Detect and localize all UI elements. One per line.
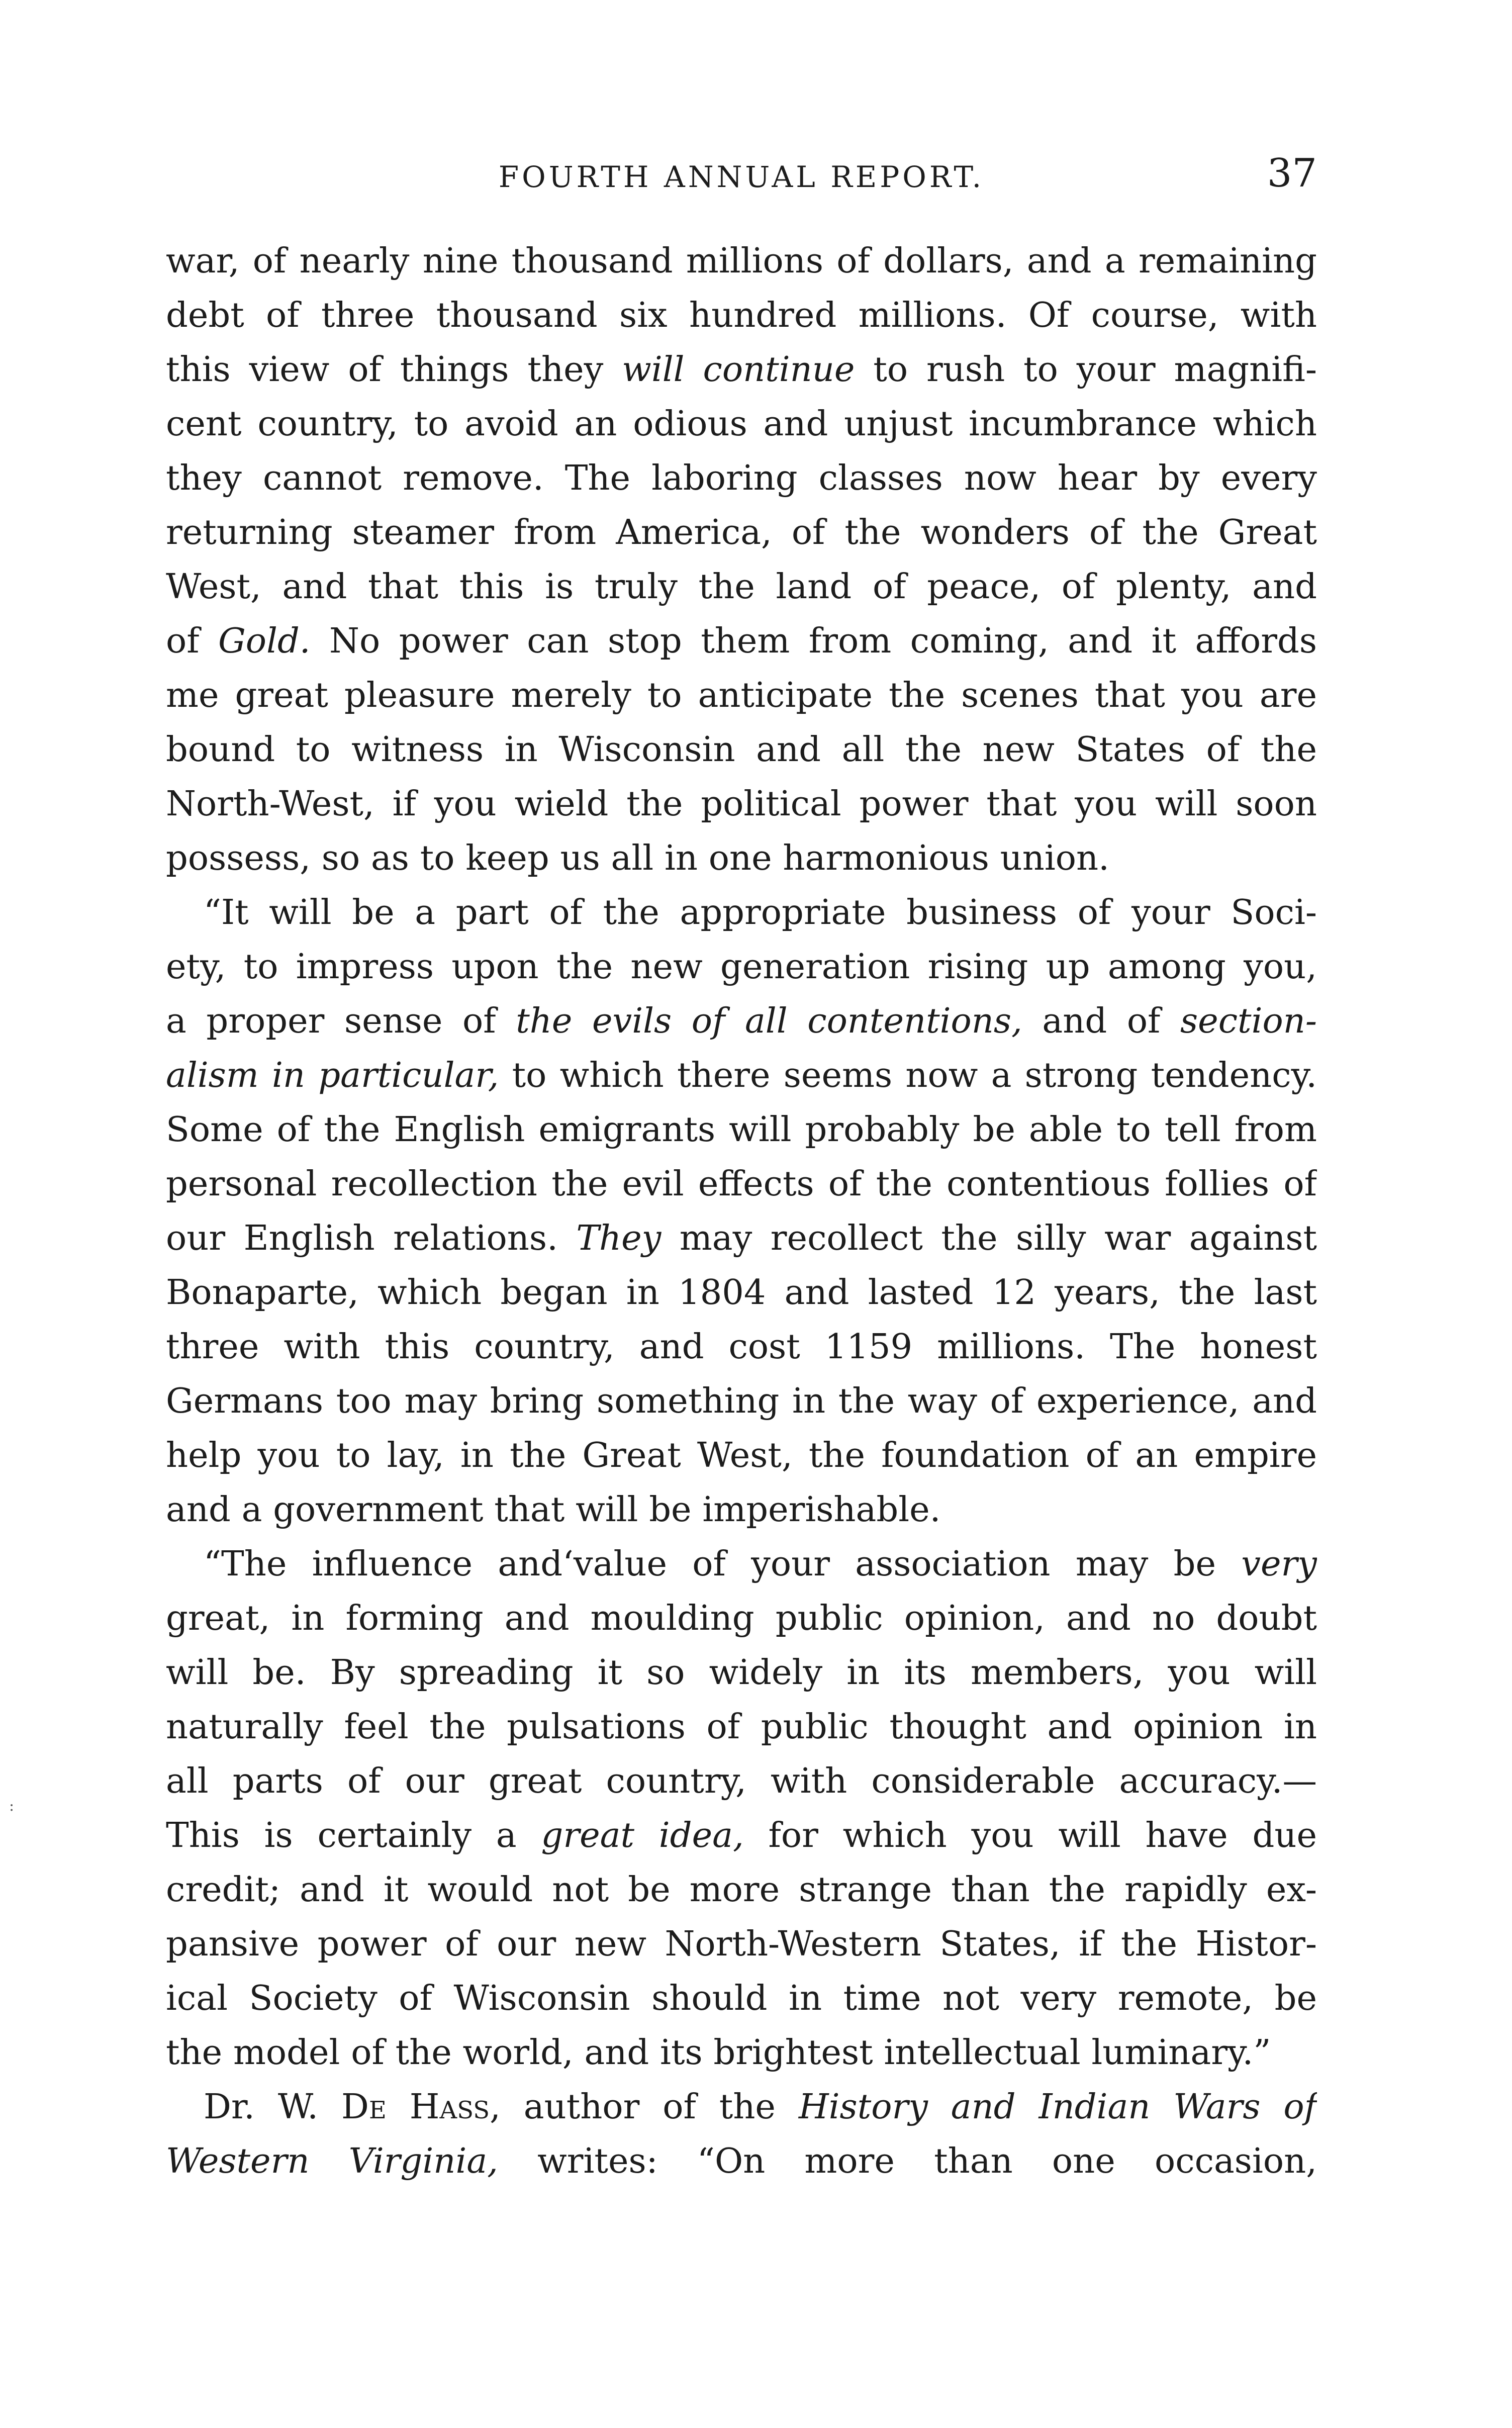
text-segment: great, in forming and moulding public opinion, and no doubt [166,1598,1317,1638]
italic-text: alism in particular, [166,1055,499,1095]
body-text [166,234,1317,2188]
text-segment: our English relations. [166,1218,577,1258]
italic-text: They [576,1218,662,1258]
text-segment: West, and that this is truly the land of peace, of plenty, and [166,567,1317,607]
text-line [166,1754,1317,1808]
text-line [166,1211,1317,1265]
text-segment: , author of the [490,2087,799,2127]
text-line [166,1482,1317,1537]
text-line [166,1862,1317,1917]
text-segment: for which you will have due [743,1815,1317,1855]
text-segment: ical Society of Wisconsin should in time not very remote, be [166,1978,1317,2018]
text-segment: and of [1022,1001,1180,1041]
text-segment: returning steamer from America, of the wonders of the Great [166,512,1317,552]
running-title: FOURTH ANNUAL REPORT. [498,160,985,194]
text-line [166,288,1317,342]
text-segment: debt of three thousand six hundred millions. Of course, with [166,295,1317,335]
text-line [166,668,1317,722]
text-segment: cent country, to avoid an odious and unjust incumbrance which [166,404,1317,444]
text-segment: credit; and it would not be more strange than the rapidly ex- [166,1870,1317,1910]
text-line [166,722,1317,777]
text-line [166,342,1317,397]
text-segment: war, of nearly nine thousand millions of dollars, and a remaining [166,241,1317,281]
text-segment: naturally feel the pulsations of public thought and opinion in [166,1707,1317,1747]
text-segment: This is certainly a [166,1815,541,1855]
text-segment: Germans too may bring something in the way of experience, and [166,1381,1317,1421]
text-line [166,1808,1317,1862]
text-line [166,1265,1317,1320]
text-segment: Dr. W. [204,2087,341,2127]
text-line [166,1428,1317,1482]
text-segment: the model of the world, and its brightest intellectual luminary.” [166,2032,1271,2073]
text-segment: all parts of our great country, with considerable accuracy.— [166,1761,1317,1801]
text-line [166,1048,1317,1102]
text-line [166,397,1317,451]
text-line [166,234,1317,288]
text-line [166,1645,1317,1700]
small-caps-text: De Hass [341,2087,490,2127]
text-segment: to which there seems now a strong tendency. [499,1055,1317,1095]
text-line [166,1537,1317,1591]
text-line [166,885,1317,940]
text-line [166,1157,1317,1211]
text-segment: “The influence and‘value of your association may be [204,1544,1242,1584]
text-segment: a proper sense of [166,1001,516,1041]
text-segment: writes: “On more than one occasion, [498,2141,1317,2181]
text-line [166,2025,1317,2080]
italic-text: Gold. [218,621,311,661]
text-segment: bound to witness in Wisconsin and all the new States of the [166,729,1317,770]
text-line [166,777,1317,831]
text-segment: help you to lay, in the Great West, the foundation of an empire [166,1435,1317,1475]
text-line [166,1700,1317,1754]
text-line [166,2134,1317,2188]
italic-text: History and Indian Wars of [798,2087,1317,2127]
text-segment: North-West, if you wield the political power that you will soon [166,784,1317,824]
text-segment: Some of the English emigrants will probably be able to tell from [166,1109,1317,1150]
margin-mark: : [9,1797,15,1815]
italic-text: section- [1180,1001,1317,1041]
text-line [166,1591,1317,1645]
text-line [166,831,1317,885]
italic-text: great idea, [541,1815,744,1855]
text-segment: and a government that will be imperishable. [166,1489,941,1530]
text-segment: pansive power of our new North-Western States, if the Histor- [166,1924,1317,1964]
text-segment: of [166,621,219,661]
text-line [166,614,1317,668]
text-segment: may recollect the silly war against [661,1218,1317,1258]
text-line [166,1320,1317,1374]
text-line [166,1917,1317,1971]
page-number: 37 [1267,151,1317,196]
text-segment: this view of things they [166,349,622,390]
text-line [166,994,1317,1048]
text-line [166,559,1317,614]
text-segment: me great pleasure merely to anticipate the scenes that you are [166,675,1317,715]
text-line [166,1374,1317,1428]
text-segment: three with this country, and cost 1159 millions. The honest [166,1327,1317,1367]
text-segment: “It will be a part of the appropriate business of your Soci- [204,892,1317,932]
italic-text: Western Virginia, [166,2141,498,2181]
text-line [166,1971,1317,2025]
italic-text: the evils of all contentions, [516,1001,1022,1041]
running-head [166,151,1317,206]
text-line [166,1102,1317,1157]
text-segment: No power can stop them from coming, and it affords [310,621,1317,661]
text-segment: ety, to impress upon the new generation rising up among you, [166,947,1317,987]
italic-text: very [1241,1544,1317,1584]
text-segment: personal recollection the evil effects of the contentious follies of [166,1164,1317,1204]
italic-text: will continue [622,349,855,390]
text-line [166,940,1317,994]
text-line [166,2080,1317,2134]
text-segment: to rush to your magnifi- [855,349,1317,390]
text-segment: they cannot remove. The laboring classes now hear by every [166,458,1317,498]
text-segment: Bonaparte, which began in 1804 and lasted 12 years, the last [166,1272,1317,1313]
text-segment: possess, so as to keep us all in one harmonious union. [166,838,1109,878]
text-line [166,451,1317,505]
text-line [166,505,1317,559]
text-segment: will be. By spreading it so widely in its members, you will [166,1652,1317,1693]
